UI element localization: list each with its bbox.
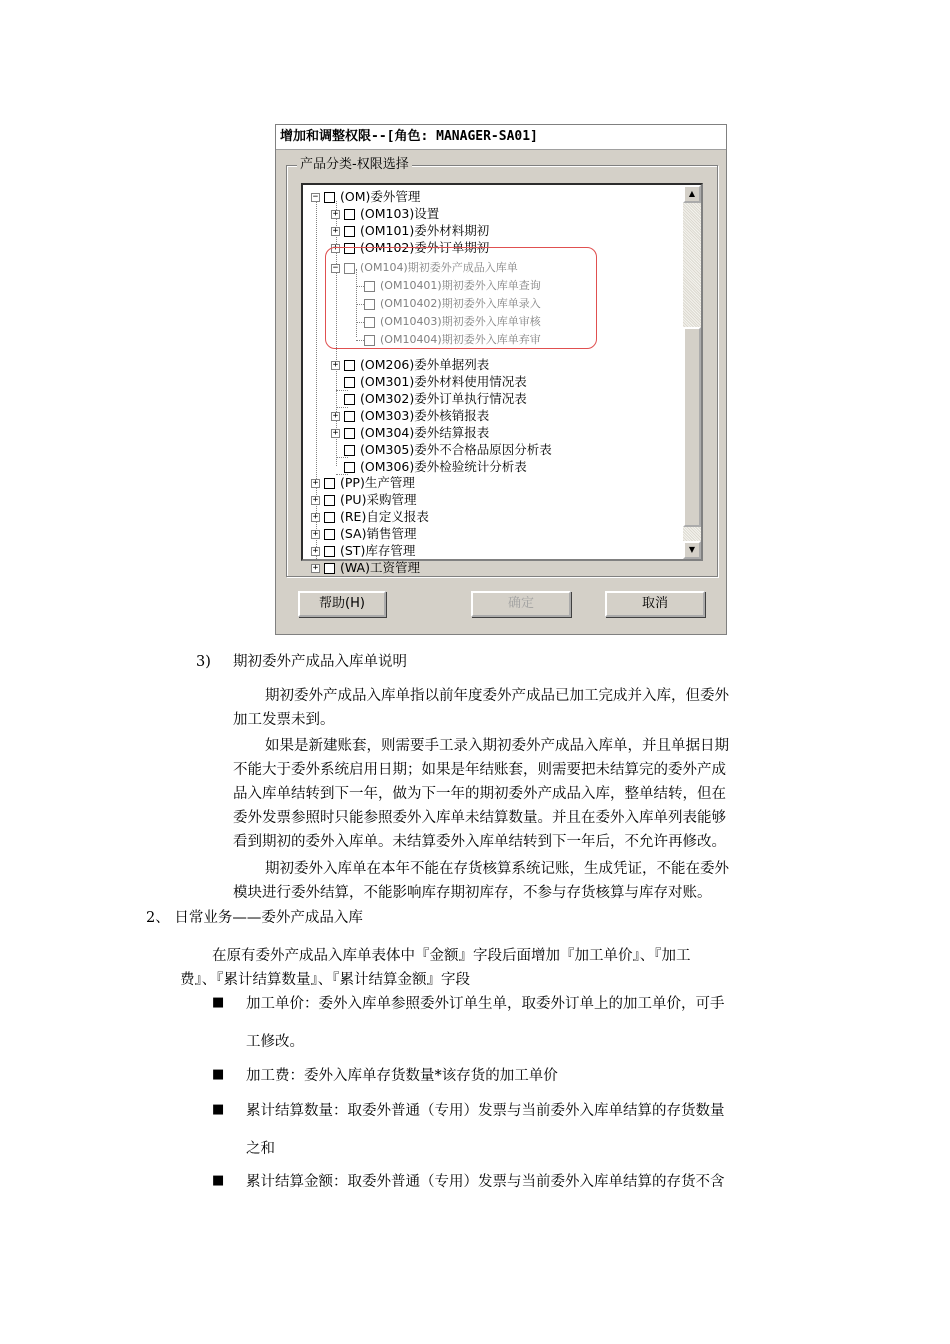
- expand-icon[interactable]: +: [312, 511, 319, 522]
- para2-line4: 委外发票参照时只能参照委外入库单未结算数量。并且在委外入库单列表能够: [233, 810, 726, 826]
- tree-node[interactable]: [311, 560, 420, 576]
- tree-node-label: (OM)委外管理: [340, 189, 421, 204]
- para1-line2: 加工发票未到。: [233, 712, 335, 728]
- scroll-thumb[interactable]: [683, 327, 701, 527]
- tree-node-label: (PP)生产管理: [340, 475, 415, 490]
- tree-checkbox[interactable]: [344, 209, 355, 220]
- permission-tree[interactable]: [301, 183, 703, 575]
- tree-checkbox[interactable]: [344, 411, 355, 422]
- tree-checkbox[interactable]: [344, 360, 355, 371]
- tree-checkbox[interactable]: [344, 377, 355, 388]
- tree-node-label: (OM303)委外核销报表: [360, 408, 490, 423]
- bullet4-line1: 累计结算金额：取委外普通（专用）发票与当前委外入库单结算的存货不含: [246, 1174, 725, 1190]
- tree-node[interactable]: [331, 425, 489, 441]
- help-button[interactable]: 帮助(H): [298, 591, 386, 617]
- tree-node-label: (OM102)委外订单期初: [360, 240, 490, 255]
- ok-button[interactable]: 确定: [471, 591, 571, 617]
- tree-node-label: (OM10403)期初委外入库单审核: [380, 315, 541, 328]
- para2-line1: 如果是新建账套，则需要手工录入期初委外产成品入库单，并且单据日期: [265, 738, 729, 754]
- tree-node-label: (OM10402)期初委外入库单录入: [380, 297, 541, 310]
- tree-scrollbar[interactable]: [683, 185, 701, 559]
- tree-spacer: [331, 378, 340, 387]
- bullet3-line2: 之和: [246, 1141, 275, 1157]
- expand-icon[interactable]: +: [332, 208, 339, 219]
- tree-node[interactable]: [311, 509, 429, 525]
- tree-content: [303, 185, 683, 575]
- collapse-icon[interactable]: −: [332, 262, 339, 273]
- tree-checkbox[interactable]: [324, 563, 335, 574]
- para2-line5: 看到期初的委外入库单。未结算委外入库单结转到下一年后，不允许再修改。: [233, 834, 726, 850]
- tree-checkbox[interactable]: [344, 394, 355, 405]
- para2-line2: 不能大于委外系统启用日期；如果是年结账套，则需要把未结算完的委外产成: [233, 762, 726, 778]
- expand-icon[interactable]: +: [312, 545, 319, 556]
- tree-checkbox[interactable]: [324, 546, 335, 557]
- para2-line3: 品入库单结转到下一年，做为下一年的期初委外产成品入库，整单结转，但在: [233, 786, 726, 802]
- expand-icon[interactable]: +: [332, 359, 339, 370]
- expand-icon[interactable]: +: [332, 427, 339, 438]
- scroll-down-icon[interactable]: ▼: [683, 541, 701, 559]
- tree-node[interactable]: [331, 374, 527, 390]
- highlight-annotation: [325, 247, 597, 349]
- scroll-up-icon[interactable]: ▲: [683, 185, 701, 203]
- dialog-title: 增加和调整权限--[角色: MANAGER-SA01]: [276, 125, 726, 150]
- tree-node-label: (OM302)委外订单执行情况表: [360, 391, 527, 406]
- tree-node-label: (SA)销售管理: [340, 526, 417, 541]
- tree-node-label: (OM305)委外不合格品原因分析表: [360, 442, 552, 457]
- expand-icon[interactable]: +: [332, 410, 339, 421]
- cancel-button[interactable]: 取消: [605, 591, 705, 617]
- tree-checkbox[interactable]: [324, 529, 335, 540]
- para1-line1: 期初委外产成品入库单指以前年度委外产成品已加工完成并入库，但委外: [265, 688, 729, 704]
- tree-node[interactable]: [311, 475, 415, 491]
- tree-node[interactable]: [311, 526, 416, 542]
- bullet-square-icon: ■: [212, 995, 225, 1010]
- tree-node-label: (OM10404)期初委外入库单弃审: [380, 333, 541, 346]
- section2-title: 2、 日常业务——委外产成品入库: [146, 910, 363, 926]
- tree-node[interactable]: [311, 492, 416, 508]
- bullet-square-icon: ■: [212, 1067, 225, 1082]
- expand-icon[interactable]: +: [312, 528, 319, 539]
- tree-checkbox[interactable]: [344, 226, 355, 237]
- tree-checkbox[interactable]: [344, 428, 355, 439]
- bullet2-line1: 加工费：委外入库单存货数量*该存货的加工单价: [246, 1068, 558, 1084]
- expand-icon[interactable]: +: [332, 242, 339, 253]
- tree-checkbox[interactable]: [324, 512, 335, 523]
- tree-node-label: (ST)库存管理: [340, 543, 416, 558]
- tree-node[interactable]: [331, 357, 489, 373]
- tree-checkbox[interactable]: [344, 462, 355, 473]
- bullet-square-icon: ■: [212, 1102, 225, 1117]
- tree-node-label: (OM101)委外材料期初: [360, 223, 490, 238]
- tree-node-label: (RE)自定义报表: [340, 509, 429, 524]
- tree-node[interactable]: [331, 223, 489, 239]
- para3-line1: 期初委外入库单在本年不能在存货核算系统记账，生成凭证，不能在委外: [265, 861, 729, 877]
- para3-line2: 模块进行委外结算，不能影响库存期初库存，不参与存货核算与库存对账。: [233, 885, 712, 901]
- bullet-square-icon: ■: [212, 1173, 225, 1188]
- tree-node-label: (OM206)委外单据列表: [360, 357, 490, 372]
- tree-checkbox[interactable]: [324, 192, 335, 203]
- tree-spacer: [331, 463, 340, 472]
- para4-line1: 在原有委外产成品入库单表体中『金额』字段后面增加『加工单价』、『加工: [212, 948, 691, 964]
- tree-node[interactable]: [331, 391, 527, 407]
- tree-spacer: [331, 446, 340, 455]
- expand-icon[interactable]: +: [312, 494, 319, 505]
- tree-node-label: (WA)工资管理: [340, 560, 420, 575]
- para4-line2: 费』、『累计结算数量』、『累计结算金额』字段: [180, 972, 470, 988]
- tree-checkbox[interactable]: [324, 495, 335, 506]
- tree-node[interactable]: [311, 543, 415, 559]
- group-label: 产品分类-权限选择: [297, 156, 412, 174]
- bullet1-line2: 工修改。: [246, 1034, 304, 1050]
- expand-icon[interactable]: +: [312, 562, 319, 573]
- expand-icon[interactable]: +: [332, 225, 339, 236]
- collapse-icon[interactable]: −: [312, 191, 319, 202]
- tree-node[interactable]: [331, 459, 527, 475]
- bullet3-line1: 累计结算数量：取委外普通（专用）发票与当前委外入库单结算的存货数量: [246, 1103, 725, 1119]
- tree-checkbox[interactable]: [324, 478, 335, 489]
- tree-node-label: (OM301)委外材料使用情况表: [360, 374, 527, 389]
- section3-title: 期初委外产成品入库单说明: [233, 654, 407, 670]
- bullet1-line1: 加工单价：委外入库单参照委外订单生单，取委外订单上的加工单价，可手: [246, 996, 725, 1012]
- tree-node-label: (OM104)期初委外产成品入库单: [360, 261, 518, 274]
- tree-node[interactable]: [331, 206, 439, 222]
- tree-node-label: (OM10401)期初委外入库单查询: [380, 279, 541, 292]
- product-category-group: [286, 157, 718, 577]
- tree-node-label: (OM306)委外检验统计分析表: [360, 459, 527, 474]
- tree-node-label: (OM103)设置: [360, 206, 440, 221]
- tree-node-label: (PU)采购管理: [340, 492, 417, 507]
- permission-dialog: [275, 124, 727, 635]
- section3-number: 3): [196, 654, 211, 670]
- tree-node[interactable]: [331, 442, 552, 458]
- expand-icon[interactable]: +: [312, 477, 319, 488]
- tree-node[interactable]: [331, 408, 489, 424]
- tree-checkbox[interactable]: [344, 445, 355, 456]
- tree-spacer: [331, 395, 340, 404]
- tree-node[interactable]: [311, 189, 420, 205]
- tree-node-label: (OM304)委外结算报表: [360, 425, 490, 440]
